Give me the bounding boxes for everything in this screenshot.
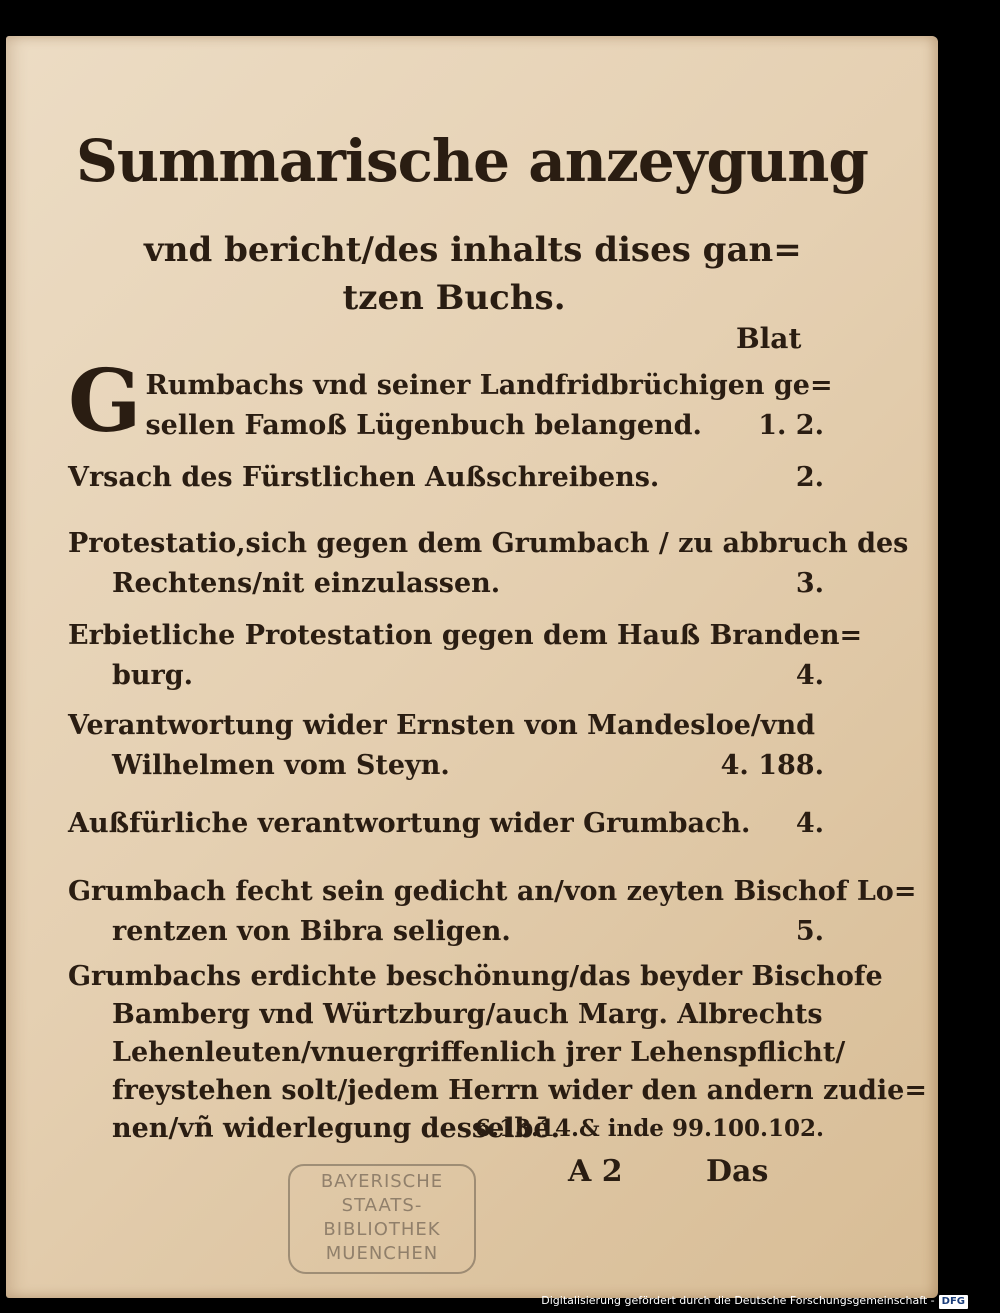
entry-line: Bamberg vnd Würtzburg/auch Marg. Albrechts — [112, 999, 823, 1030]
entry-line: Lehenleuten/vnuergriffenlich jrer Lehenspflicht/ — [112, 1037, 846, 1068]
stamp-line: BIBLIOTHEK — [323, 1219, 441, 1240]
toc-entry — [68, 804, 824, 844]
entry-line: burg. — [112, 660, 194, 691]
toc-entry — [68, 616, 863, 696]
entry-line: Protestatio,sich gegen dem Grumbach / zu abbruch des — [68, 528, 909, 559]
entry-line: Grumbach fecht sein gedicht an/von zeyten Bischof Lo= — [68, 876, 917, 907]
toc-entry — [68, 351, 833, 452]
dfg-logo-icon: DFG — [939, 1295, 968, 1309]
drop-capital: G — [68, 351, 142, 452]
toc-entry — [68, 706, 824, 786]
entry-pages: 4. — [795, 808, 824, 839]
entry-line: Vrsach des Fürstlichen Außschreibens. — [68, 462, 660, 493]
entry-line: Wilhelmen vom Steyn. — [112, 750, 450, 781]
column-header-blat: Blat — [736, 322, 802, 355]
entry-line: nen/vñ widerlegung desselbē. — [112, 1113, 561, 1144]
entry-pages: 4. 188. — [720, 750, 824, 781]
subtitle-line: tzen Buchs. — [342, 278, 566, 318]
entry-line: Außfürliche verantwortung wider Grumbach. — [68, 808, 751, 839]
toc-entry — [68, 872, 917, 952]
toc-entry — [68, 958, 927, 1148]
book-page — [6, 36, 938, 1298]
page-title: Summarische anzeygung — [76, 127, 868, 195]
subtitle-line: vnd bericht/des inhalts dises gan= — [144, 230, 802, 270]
stamp-line: BAYERISCHE — [320, 1171, 444, 1192]
entry-line: sellen Famoß Lügenbuch belangend. — [145, 410, 702, 441]
entry-pages: 3. — [795, 568, 824, 599]
entry-line: Erbietliche Protestation gegen dem Hauß Branden= — [68, 620, 863, 651]
footer-credit — [541, 1294, 968, 1309]
footer-text: Digitalisierung gefördert durch die Deutsche Forschungsgemeinschaft - — [541, 1294, 935, 1307]
toc-entry — [68, 458, 824, 498]
entry-line: rentzen von Bibra seligen. — [112, 916, 511, 947]
stamp-line: MUENCHEN — [325, 1243, 439, 1264]
entry-line: Rechtens/nit einzulassen. — [112, 568, 501, 599]
library-stamp — [288, 1164, 476, 1274]
entry-pages: 4. — [795, 660, 824, 691]
entry-pages: 6.13.14.& inde 99.100.102. — [474, 1115, 824, 1142]
page-subtitle — [144, 226, 802, 322]
entry-line: Verantwortung wider Ernsten von Mandesloe/vnd — [68, 710, 815, 741]
stamp-line: STAATS- — [341, 1195, 423, 1216]
entry-pages: 5. — [795, 916, 824, 947]
entry-pages: 2. — [795, 462, 824, 493]
entry-line: Grumbachs erdichte beschönung/das beyder Bischofe — [68, 961, 883, 992]
toc-entry — [68, 524, 909, 604]
entry-line: Rumbachs vnd seiner Landfridbrüchigen ge= — [145, 370, 833, 401]
signature-mark: A 2 — [568, 1154, 623, 1189]
entry-line: freystehen solt/jedem Herrn wider den andern zudie= — [112, 1075, 927, 1106]
catchword: Das — [706, 1154, 769, 1189]
entry-pages: 1. 2. — [758, 410, 824, 441]
